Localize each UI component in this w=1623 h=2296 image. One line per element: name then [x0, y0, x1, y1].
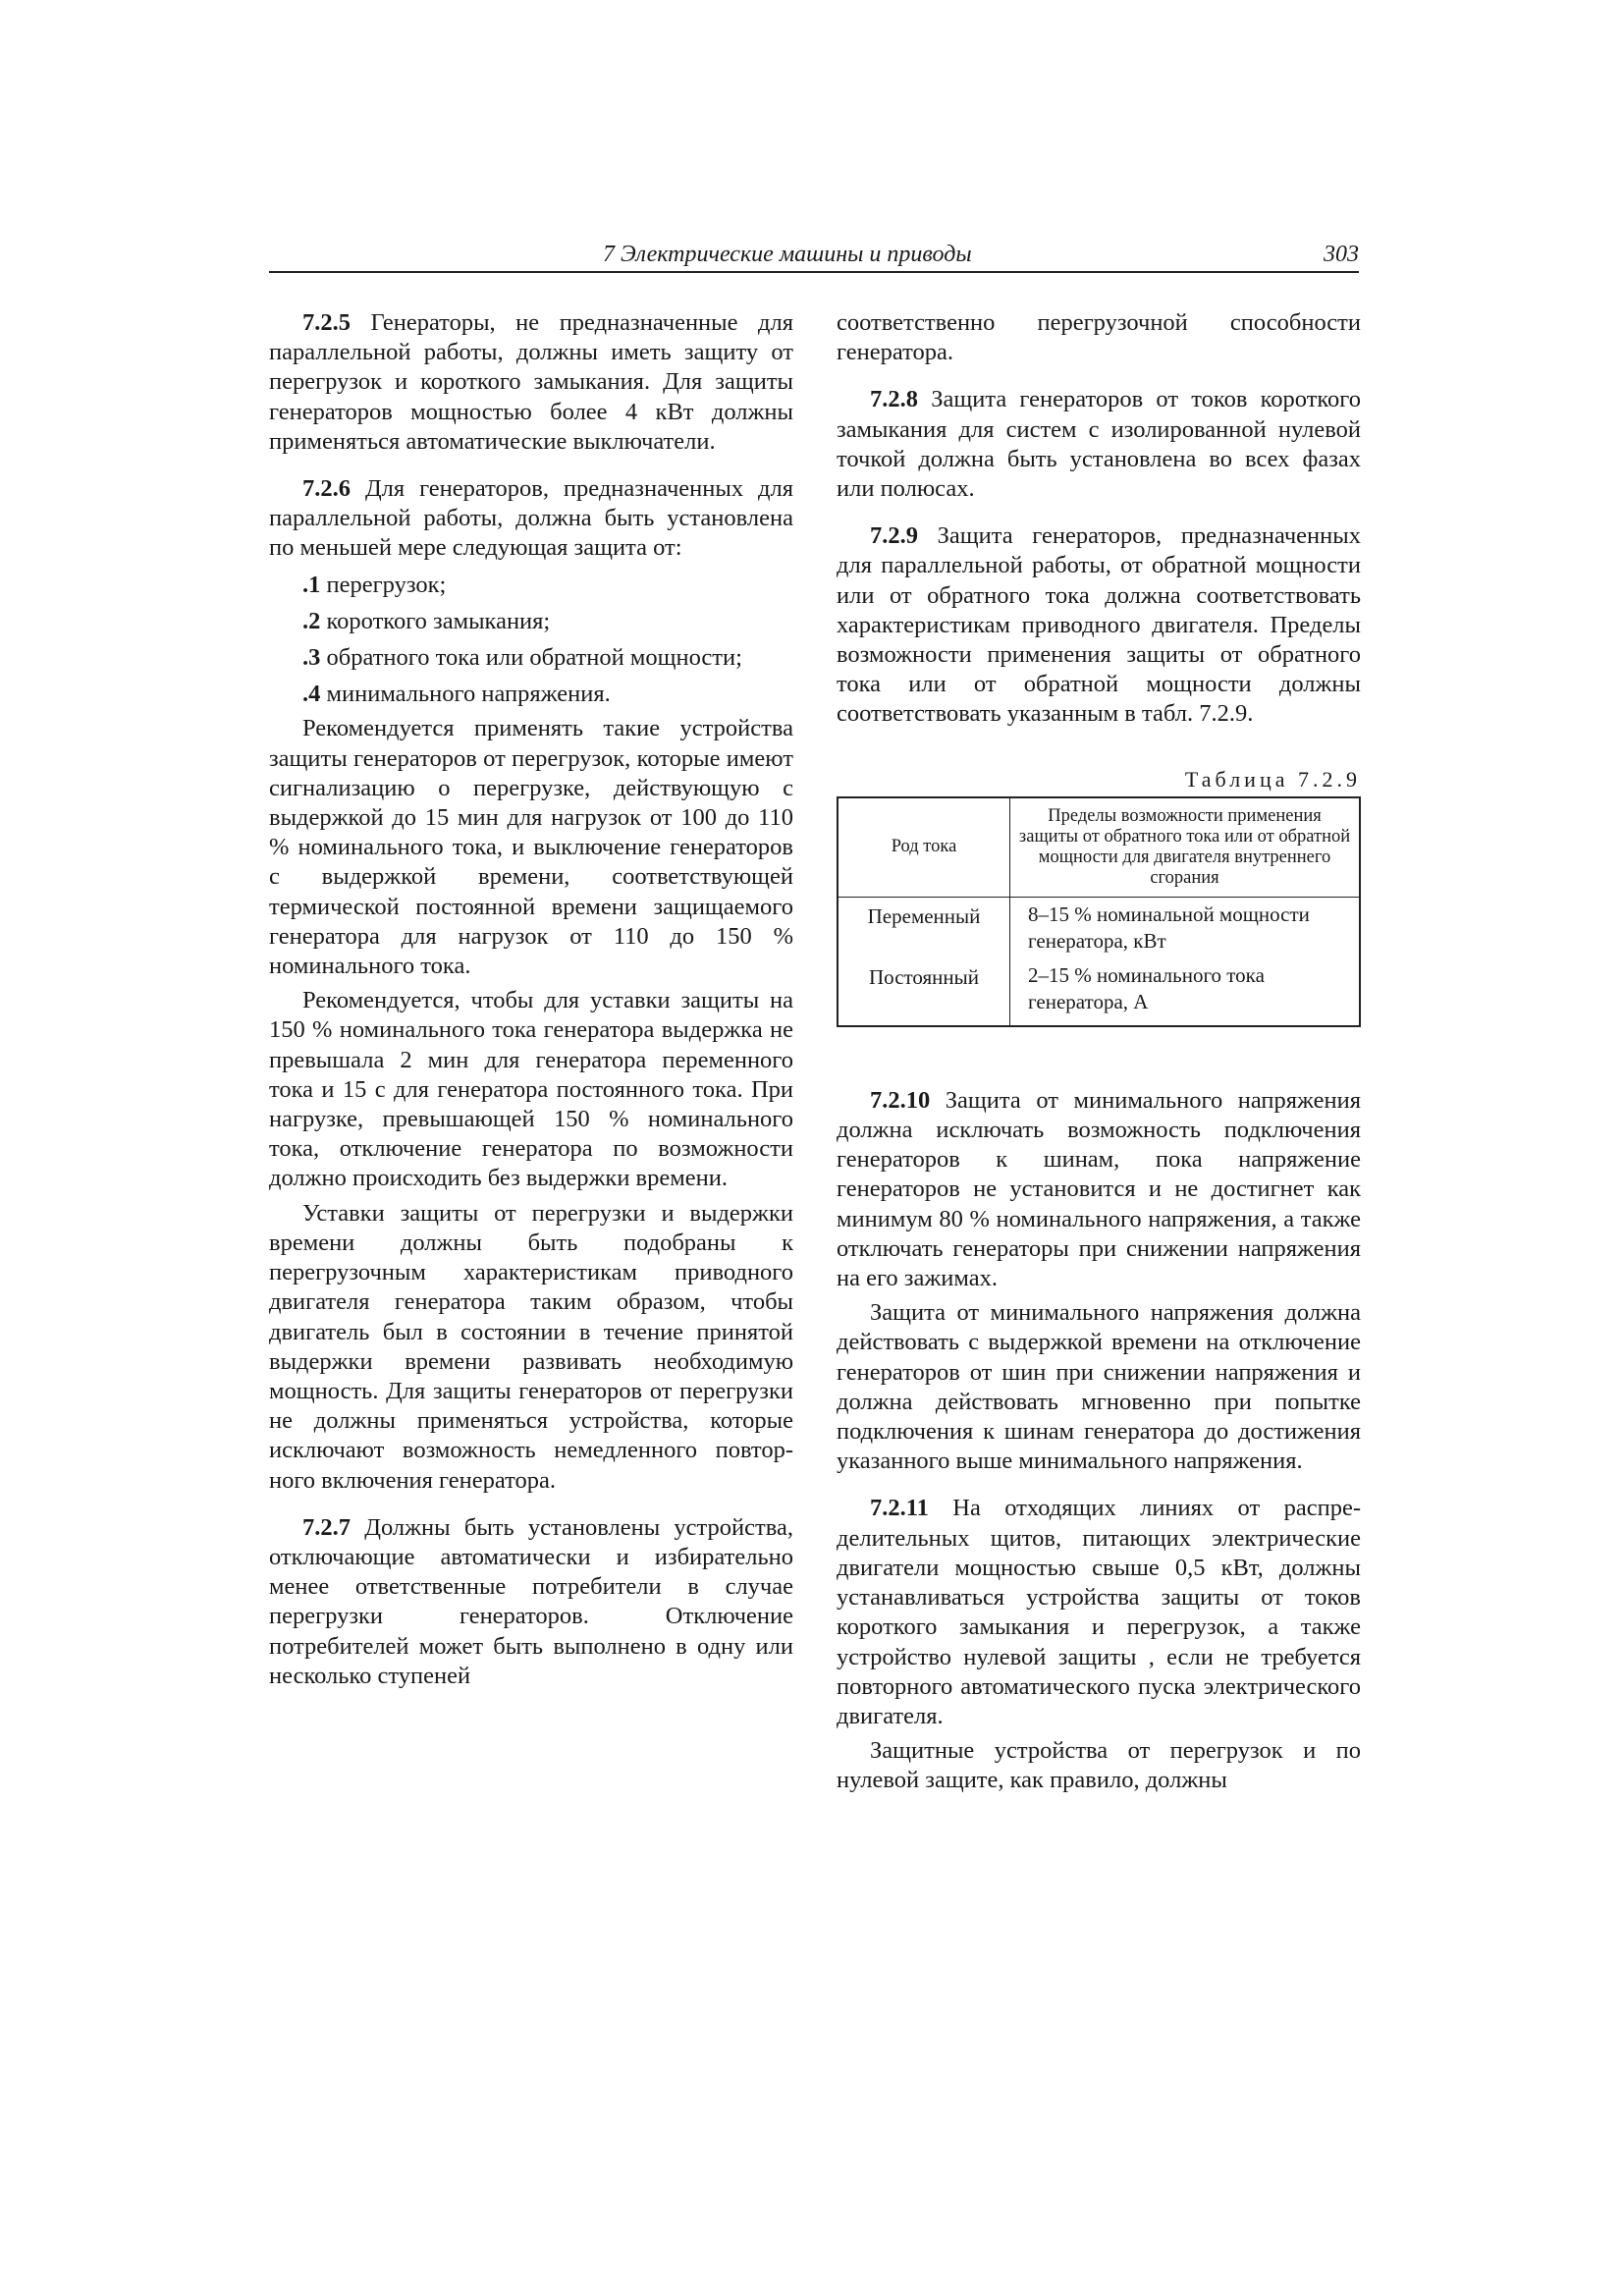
column-header: Пределы возможности применения защиты от обратного тока или от обратной мощности для двигателя внутреннего сгорания	[1010, 797, 1360, 898]
item-text: минимального напряжения.	[320, 681, 611, 708]
list-item	[269, 680, 793, 709]
section-number: 7.2.6	[302, 475, 351, 503]
item-number: .1	[302, 571, 321, 598]
paragraph: Защита от минимального напряжения должна действовать с выдержкой времени на отключение генераторов от шин при снижении напряжения и должна действовать мгновенно при попытке подключения к шинам генератора до достижения указанного выше минимального напряжения.	[837, 1299, 1361, 1475]
page-number: 303	[1324, 242, 1359, 267]
section-number: 7.2.11	[870, 1495, 929, 1522]
item-text: обратного тока или обратной мощности;	[320, 644, 742, 672]
paragraph: Защитные устройства от перегрузок и по нулевой защите, как правило, должны	[837, 1737, 1361, 1794]
section-7-2-11	[837, 1494, 1361, 1731]
table-row	[838, 958, 1360, 1026]
section-number: 7.2.5	[302, 309, 351, 336]
section-7-2-5	[269, 308, 793, 457]
section-text: Должны быть установлены устройства, отключающие автоматически и избирательно менее ответственные потребители в случае перегрузки генераторов. Отключение потребителей может быть выполнено в одну или несколько ступеней	[269, 1513, 793, 1689]
item-number: .4	[302, 681, 321, 708]
paragraph: Уставки защиты от перегрузки и выдержки времени должны быть подобраны к перегрузочным характеристикам приводного двигателя генератора таким образом, чтобы двигатель был в состоянии в течение принятой выдержки времени развивать необходимую мощность. Для защиты генераторов от перегрузки не должны применяться устройства, которые исключают возможность немедленного повторного включения генератора.	[269, 1199, 793, 1494]
section-7-2-9	[837, 521, 1361, 729]
list-item	[269, 607, 793, 636]
paragraph: Рекомендуется, чтобы для уставки защиты на 150 % номинального тока генератора выдержка не превышала 2 мин для генератора переменного тока и 15 с для генератора постоянного тока. При нагрузке, превышающей 150 % номинального тока, отключение генератора по возможности должно происходить без выдержки времени.	[269, 987, 793, 1192]
table-row	[838, 897, 1360, 958]
table-cell: Постоянный	[869, 964, 980, 989]
column-header: Род тока	[838, 797, 1010, 898]
right-column	[837, 308, 1361, 1796]
section-number: 7.2.10	[870, 1086, 931, 1114]
chapter-title: 7 Электрические машины и приводы	[603, 242, 972, 267]
section-7-2-7	[269, 1513, 793, 1691]
table-header-row	[838, 797, 1360, 898]
item-number: .2	[302, 607, 321, 634]
table-cell: 2–15 % номинального тока генератора, А	[1010, 958, 1360, 1026]
table-cell: Переменный	[867, 903, 981, 928]
paragraph-continuation: соответственно перегрузочной способности генератора.	[837, 309, 1361, 366]
item-text: перегрузок;	[320, 571, 447, 598]
section-text: Защита от минимального напряжения должна исключать возможность подключения генераторов к шинам, пока напряжение генераторов не установится и не достигнет как минимум 80 % номинального напряжения, а также отключать генераторы при снижении напряжения на его зажимах.	[837, 1086, 1361, 1292]
section-7-2-10	[837, 1086, 1361, 1293]
left-column	[269, 308, 793, 1691]
section-text: На отходящих линиях от распределительных щитов, питающих электрические двигатели мощностью свыше 0,5 кВт, должны устанавливаться устройства защиты от токов короткого замыкания и перегрузок, а также устройство нулевой защиты , если не требуется повторного автоматического пуска электрического двигателя.	[837, 1495, 1361, 1729]
section-text: Для генераторов, предназначенных для параллельной работы, должна быть установлена по меньшей мере следующая защита от:	[269, 475, 793, 562]
section-number: 7.2.7	[302, 1513, 351, 1541]
list-item	[269, 571, 793, 600]
list-item	[269, 643, 793, 673]
table-7-2-9	[837, 796, 1361, 1027]
section-number: 7.2.9	[870, 522, 918, 550]
item-number: .3	[302, 644, 321, 672]
section-text: Генераторы, не предназначенные для параллельной работы, должны иметь защиту от перегрузок и короткого замыкания. Для защиты генераторов мощностью более 4 кВт должны применяться автоматические выключатели.	[269, 309, 793, 455]
section-7-2-8	[837, 385, 1361, 504]
table-cell: 8–15 % номинальной мощности генератора, кВт	[1010, 897, 1360, 958]
section-number: 7.2.8	[870, 386, 918, 413]
running-header	[269, 242, 1359, 273]
paragraph: Рекомендуется применять такие устройства защиты генераторов от перегрузок, которые имеют сигнализацию о перегрузке, действующую с выдержкой до 15 мин для нагрузок от 100 до 110 % номинального тока, и выключение генераторов с выдержкой времени, соответствующей термической постоянной времени защищаемого генератора для нагрузок от 110 до 150 % номинального тока.	[269, 715, 793, 980]
section-text: Защита генераторов от токов короткого замыкания для систем с изолированной нулевой точкой должна быть установлена во всех фазах или полюсах.	[837, 386, 1361, 503]
section-7-2-6	[269, 474, 793, 564]
item-text: короткого замыкания;	[320, 607, 551, 634]
section-text: Защита генераторов, предназначенных для параллельной работы, от обратной мощности или от обратного тока должна соответствовать характеристикам приводного двигателя. Пределы возможности применения защиты от обратного тока или от обратной мощности должны соответствовать указанным в табл. 7.2.9.	[837, 522, 1361, 728]
table-caption: Таблица 7.2.9	[1184, 766, 1361, 792]
